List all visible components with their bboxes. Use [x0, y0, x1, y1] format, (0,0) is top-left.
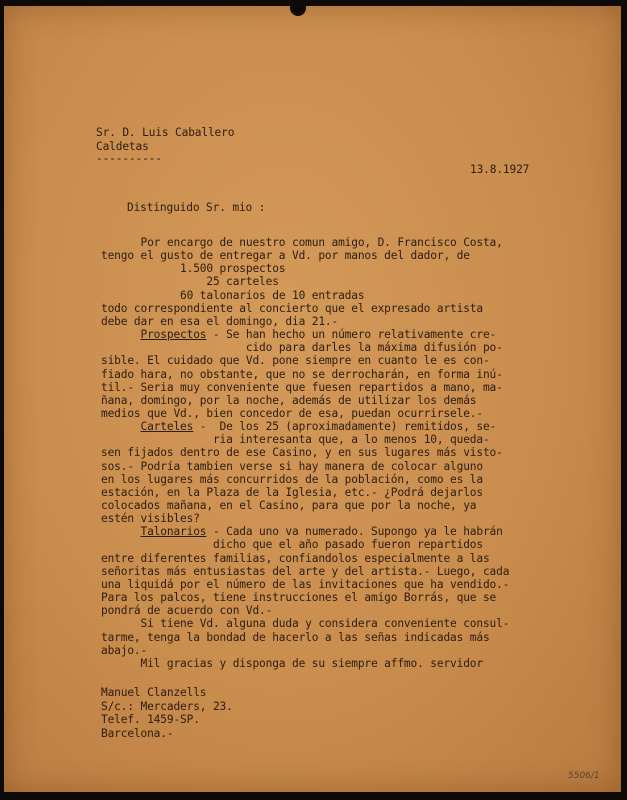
body-line [101, 631, 490, 644]
sender-phone: Telef. 1459-SP. [101, 713, 200, 726]
sender-address: S/c.: Mercaders, 23. [101, 700, 233, 713]
body-text: sen fijados dentro de ese Casino, y en sus lugares más visto- [101, 446, 503, 460]
letter-date: 13.8.1927 [470, 163, 530, 176]
body-line [101, 328, 496, 341]
body-text: ria interesanta que, a lo menos 10, queda- [212, 433, 490, 447]
body-text: 25 carteles [206, 275, 279, 289]
body-line [101, 591, 496, 604]
body-text: ñana, domingo, por la noche, además de utilizar los demás [101, 393, 477, 407]
body-line [101, 486, 483, 499]
body-line [101, 446, 503, 459]
body-line [101, 433, 490, 446]
body-line [101, 617, 509, 630]
body-line [101, 315, 338, 328]
body-text: sible. El cuidado que Vd. pone siempre en cuanto le es con- [101, 354, 490, 368]
body-text: abajo.- [101, 643, 148, 657]
recipient-name: Sr. D. Luis Caballero [96, 126, 235, 139]
body-text: 60 talonarios de 10 entradas [180, 288, 365, 302]
body-text: medios que Vd., bien concedor de esa, puedan ocurrirsele.- [101, 406, 483, 420]
body-line [101, 341, 503, 354]
body-line [101, 275, 279, 288]
body-text: estén visibles? [101, 512, 200, 526]
salutation: Distinguido Sr. mio : [127, 201, 266, 214]
body-text: til.- Seria muy conveniente que fuesen repartidos a mano, ma- [101, 380, 503, 394]
body-line [101, 538, 483, 551]
body-line [101, 407, 483, 420]
sender-name: Manuel Clanzells [101, 686, 207, 699]
body-text: debe dar en esa el domingo, dia 21.- [101, 314, 339, 328]
body-text: cido para darles la máxima difusión po- [245, 341, 503, 355]
body-text: - Se han hecho un número relativamente cre- [206, 328, 497, 342]
body-text: estación, en la Plaza de la Iglesia, etc.- ¿Podrá dejarlos [101, 485, 483, 499]
body-text: 1.500 prospectos [180, 262, 286, 276]
body-text: dicho que el año pasado fueron repartidos [212, 538, 483, 552]
body-line [101, 644, 147, 657]
body-text: colocados mañana, en el Casino, para que por la noche, ya [101, 499, 477, 512]
body-line [101, 460, 483, 473]
body-line [101, 420, 496, 433]
section-label: Talonarios [140, 525, 207, 539]
section-label: Carteles [140, 420, 194, 434]
body-line [101, 354, 490, 367]
body-line [101, 552, 490, 565]
body-text: - Cada uno va numerado. Supongo ya le habrán [206, 525, 503, 539]
body-line [101, 249, 470, 262]
body-line [101, 657, 483, 670]
body-line [101, 499, 476, 512]
body-text: fiado hara, no obstante, que no se derrocharán, en forma inú- [101, 367, 503, 381]
punch-hole [290, 6, 306, 16]
body-line [101, 578, 509, 591]
body-line [101, 565, 509, 578]
body-text: Por encargo de nuestro comun amigo, D. Francisco Costa, [140, 236, 503, 249]
body-line [101, 394, 476, 407]
body-line [101, 525, 503, 538]
archive-mark: 5506/1 [568, 771, 600, 781]
body-text: Para los palcos, tiene instrucciones el amigo Borrás, que se [101, 591, 497, 605]
recipient-town: Caldetas [96, 140, 149, 153]
body-line [101, 512, 200, 525]
sender-city: Barcelona.- [101, 727, 174, 740]
body-text: Si tiene Vd. alguna duda y considera conveniente consul- [140, 617, 510, 631]
body-line [101, 381, 503, 394]
body-line [101, 368, 503, 381]
body-line [101, 473, 483, 486]
section-label: Prospectos [140, 328, 207, 342]
body-line [101, 289, 364, 302]
body-text: señoritas más entusiastas del arte y del artista.- Luego, cada [101, 564, 510, 578]
body-text: - De los 25 (aproximadamente) remitidos, se- [193, 420, 497, 434]
body-line [101, 236, 503, 249]
body-line [101, 262, 285, 275]
body-text: tengo el gusto de entregar a Vd. por manos del dador, de [101, 249, 470, 263]
body-text: Mil gracias y disponga de su siempre affmo. servidor [140, 656, 483, 670]
body-text: sos.- Podría tambien verse si hay manera de colocar alguno [101, 459, 483, 473]
body-line [101, 604, 272, 617]
body-text: pondrá de acuerdo con Vd.- [101, 604, 273, 618]
recipient-rule: ---------- [96, 152, 162, 165]
body-line [101, 302, 483, 315]
body-text: en los lugares más concurridos de la población, como es la [101, 472, 483, 486]
body-text: todo correspondiente al concierto que el expresado artista [101, 301, 483, 315]
body-text: entre diferentes familias, confiandolos especialmente a las [101, 551, 490, 565]
body-text: una liquidá por el número de las invitaciones que ha vendido.- [101, 577, 510, 591]
body-text: tarme, tenga la bondad de hacerlo a las señas indicadas más [101, 630, 490, 644]
